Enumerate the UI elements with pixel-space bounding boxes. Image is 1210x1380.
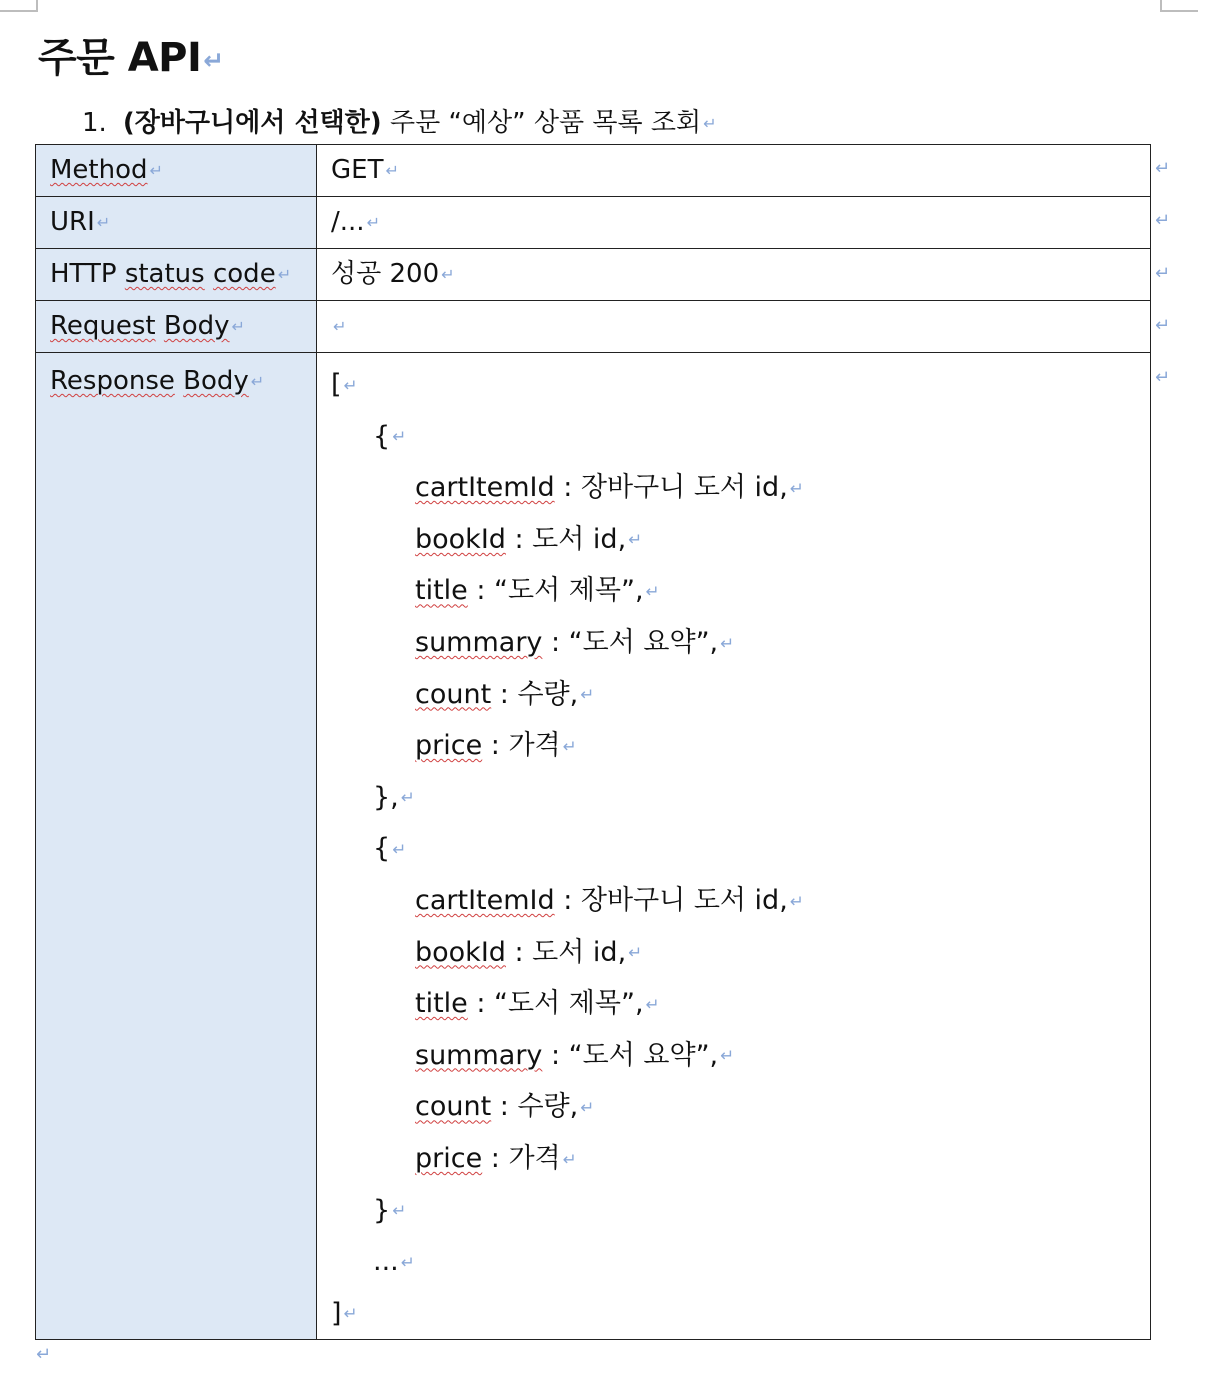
section-heading-bold: (장바구니에서 선택한) [122,108,382,138]
row-end-mark-icon: ↵ [1155,210,1171,231]
json-field-cartitemid: cartItemId : 장바구니 도서 id, ↵ [415,472,804,504]
api-spec-table [35,144,1151,1340]
row-end-mark-icon: ↵ [1155,263,1171,284]
json-open-object: { ↵ [373,833,407,865]
paragraph-mark-icon: ↵ [203,45,224,75]
json-field-title: title : “도서 제목”, ↵ [415,988,660,1020]
json-field-cartitemid: cartItemId : 장바구니 도서 id, ↵ [415,884,804,916]
page-corner-top-right [1160,0,1198,12]
section-heading-text: 주문 “예상” 상품 목록 조회 [381,108,702,138]
paragraph-mark-icon: ↵ [36,1344,52,1365]
json-field-count: count : 수량, ↵ [415,1091,595,1123]
json-open-array: [ ↵ [331,369,358,400]
json-field-bookid: bookId : 도서 id, ↵ [415,936,643,968]
request-label-cell: Request Body ↵ [36,301,317,353]
json-close-object: } ↵ [373,1194,407,1226]
row-end-mark-icon: ↵ [1155,315,1171,336]
json-field-title: title : “도서 제목”, ↵ [415,575,660,607]
table-row-uri [36,197,1151,249]
json-field-bookid: bookId : 도서 id, ↵ [415,523,643,555]
response-body-cell [317,353,1151,1340]
paragraph-mark-icon: ↵ [703,114,717,133]
status-label-cell: HTTP status code ↵ [36,249,317,301]
json-field-summary: summary : “도서 요약”, ↵ [415,626,735,658]
uri-label-cell: URI ↵ [36,197,317,249]
response-label-cell: Response Body ↵ [36,353,317,1340]
method-value-cell: GET ↵ [317,145,1151,197]
json-field-count: count : 수량, ↵ [415,678,595,710]
table-row-response [36,353,1151,1340]
method-label-cell: Method ↵ [36,145,317,197]
table-row-request [36,301,1151,353]
json-field-summary: summary : “도서 요약”, ↵ [415,1039,735,1071]
page-corner-top-left [0,0,38,12]
json-open-object: { ↵ [373,420,407,452]
response-json [331,353,1150,1339]
row-end-mark-icon: ↵ [1155,367,1171,388]
page-title: 주문 API↵ [38,35,224,81]
table-row-method [36,145,1151,197]
row-end-mark-icon: ↵ [1155,158,1171,179]
section-heading [82,102,717,139]
json-field-price: price : 가격 ↵ [415,1142,577,1174]
request-value-cell: ↵ [317,301,1151,353]
table-row-status [36,249,1151,301]
uri-value-cell: /... ↵ [317,197,1151,249]
json-close-array: ] ↵ [331,1297,358,1329]
status-value-cell: 성공 200 ↵ [317,249,1151,301]
json-field-price: price : 가격 ↵ [415,730,577,762]
section-number: 1. [82,108,107,138]
json-close-object: }, ↵ [373,781,415,813]
json-ellipsis: ... ↵ [373,1246,415,1278]
